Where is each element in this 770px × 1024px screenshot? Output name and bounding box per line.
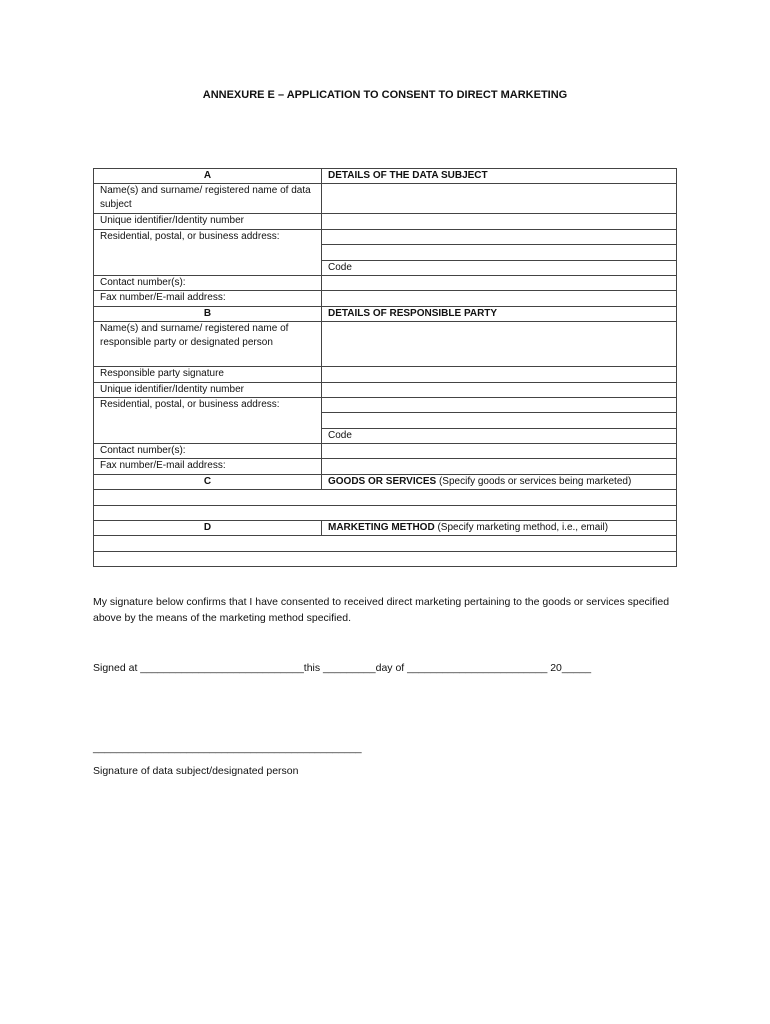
data-subject-name-label: Name(s) and surname/ registered name of data subject (94, 184, 322, 214)
responsible-party-signature-field[interactable] (322, 367, 677, 382)
goods-services-field-2[interactable] (94, 505, 677, 520)
responsible-party-address-label: Residential, postal, or business address: (94, 397, 322, 443)
section-b-letter: B (94, 306, 322, 321)
data-subject-address-code[interactable]: Code (322, 260, 677, 275)
data-subject-contact-label: Contact number(s): (94, 275, 322, 290)
section-d-letter: D (94, 521, 322, 536)
signature-line[interactable]: ______________________________________________ (93, 742, 362, 754)
consent-form-table (93, 168, 677, 567)
data-subject-address-label: Residential, postal, or business address: (94, 229, 322, 275)
responsible-party-id-field[interactable] (322, 382, 677, 397)
signature-label: Signature of data subject/designated person (93, 765, 299, 777)
section-b-heading: DETAILS OF RESPONSIBLE PARTY (322, 306, 677, 321)
section-d-heading-note: (Specify marketing method, i.e., email) (437, 522, 609, 534)
responsible-party-address-line-2[interactable] (322, 413, 677, 428)
section-c-heading-note: (Specify goods or services being marketed) (438, 475, 632, 487)
data-subject-id-field[interactable] (322, 214, 677, 229)
signed-at-line[interactable]: Signed at ____________________________this _________day of ________________________ 20_____ (93, 662, 592, 674)
section-d-heading-cell (322, 521, 677, 536)
data-subject-fax-label: Fax number/E-mail address: (94, 291, 322, 306)
goods-services-field-1[interactable] (94, 490, 677, 505)
marketing-method-field-1[interactable] (94, 536, 677, 551)
data-subject-name-field[interactable] (322, 184, 677, 214)
responsible-party-contact-label: Contact number(s): (94, 444, 322, 459)
section-a-heading: DETAILS OF THE DATA SUBJECT (322, 169, 677, 184)
responsible-party-signature-label: Responsible party signature (94, 367, 322, 382)
section-c-header-row (94, 474, 677, 489)
data-subject-address-line-2[interactable] (322, 245, 677, 260)
section-d-header-row (94, 521, 677, 536)
data-subject-contact-field[interactable] (322, 275, 677, 290)
responsible-party-fax-label: Fax number/E-mail address: (94, 459, 322, 474)
responsible-party-name-label: Name(s) and surname/ registered name of responsible party or designated person (94, 322, 322, 367)
responsible-party-id-label: Unique identifier/Identity number (94, 382, 322, 397)
marketing-method-field-2[interactable] (94, 551, 677, 566)
data-subject-id-label: Unique identifier/Identity number (94, 214, 322, 229)
data-subject-fax-field[interactable] (322, 291, 677, 306)
data-subject-name-row (94, 184, 677, 214)
section-d-heading: MARKETING METHOD (328, 522, 435, 534)
responsible-party-address-line-1[interactable] (322, 397, 677, 412)
responsible-party-fax-field[interactable] (322, 459, 677, 474)
section-a-letter: A (94, 169, 322, 184)
consent-statement: My signature below confirms that I have consented to received direct marketing pertaining to the goods or services specified above by the means of the marketing method specified. (93, 596, 670, 624)
responsible-party-address-code[interactable]: Code (322, 428, 677, 443)
responsible-party-name-field[interactable] (322, 322, 677, 367)
section-b-header-row (94, 306, 677, 321)
section-c-heading-cell (322, 474, 677, 489)
section-c-letter: C (94, 474, 322, 489)
section-a-header-row (94, 169, 677, 184)
responsible-party-contact-field[interactable] (322, 444, 677, 459)
section-c-heading: GOODS OR SERVICES (328, 475, 437, 487)
data-subject-address-line-1[interactable] (322, 229, 677, 244)
document-title: ANNEXURE E – APPLICATION TO CONSENT TO DIRECT MARKETING (202, 89, 568, 101)
